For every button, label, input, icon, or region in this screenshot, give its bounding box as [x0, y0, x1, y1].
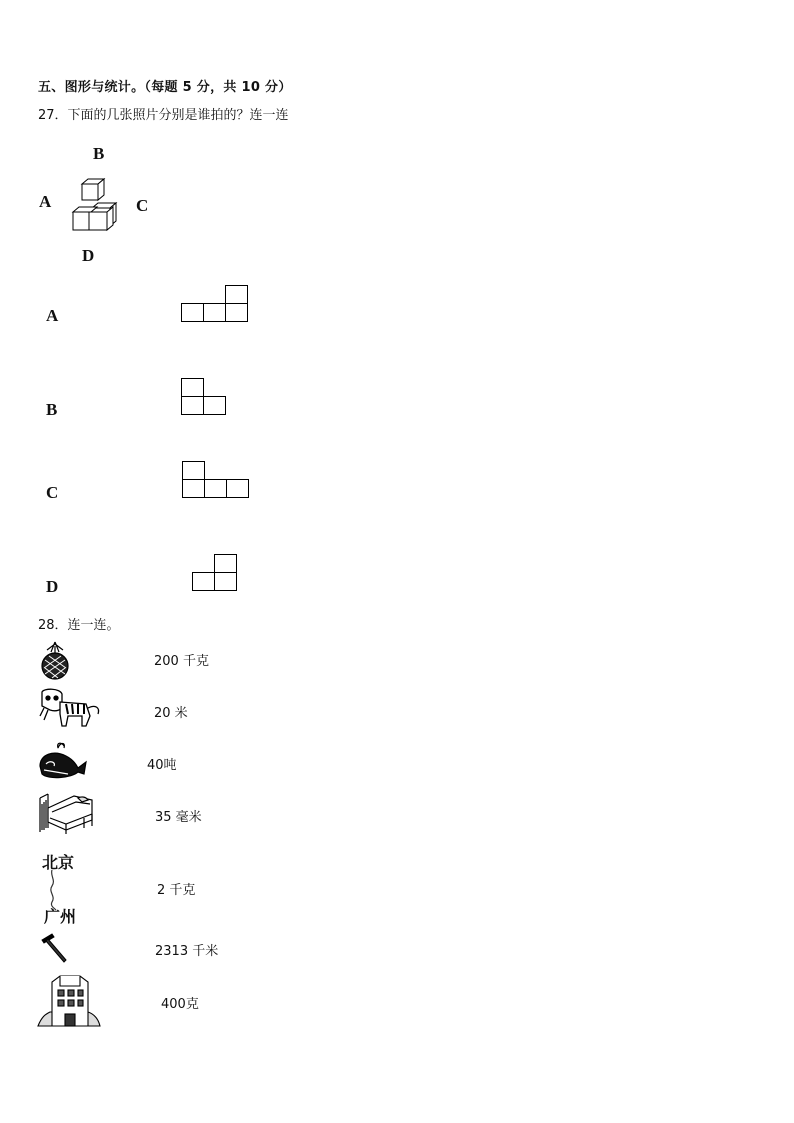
cube-label-right: C	[136, 196, 149, 215]
value-item: 20 米	[154, 706, 188, 721]
bed-icon	[38, 790, 94, 834]
value-item: 2313 千米	[155, 944, 219, 959]
cube-label-bottom: D	[82, 246, 95, 265]
value-item: 35 毫米	[155, 810, 202, 825]
city-label-guangzhou: 广州	[44, 907, 77, 926]
view-label-c: C	[46, 483, 59, 502]
question-27-text: 27．下面的几张照片分别是谁拍的？连一连	[38, 108, 289, 123]
value-item: 2 千克	[157, 883, 196, 898]
map-route-icon	[40, 850, 84, 926]
section-title: 五、图形与统计。（每题 5 分，共 10 分）	[38, 80, 292, 95]
pineapple-icon	[38, 640, 72, 680]
question-28-text: 28．连一连。	[38, 618, 120, 633]
view-label-a: A	[46, 306, 59, 325]
stacked-cubes-figure	[70, 178, 122, 234]
cube-label-left: A	[39, 192, 52, 211]
cube-label-top: B	[93, 144, 105, 163]
view-label-d: D	[46, 577, 59, 596]
tiger-icon	[38, 686, 102, 728]
building-icon	[38, 972, 100, 1028]
view-label-b: B	[46, 400, 58, 419]
value-item: 200 千克	[154, 654, 209, 669]
whale-icon	[38, 740, 88, 782]
value-item: 400克	[161, 997, 199, 1012]
city-label-beijing: 北京	[42, 853, 75, 872]
nail-icon	[40, 934, 70, 964]
value-item: 40吨	[147, 758, 177, 773]
